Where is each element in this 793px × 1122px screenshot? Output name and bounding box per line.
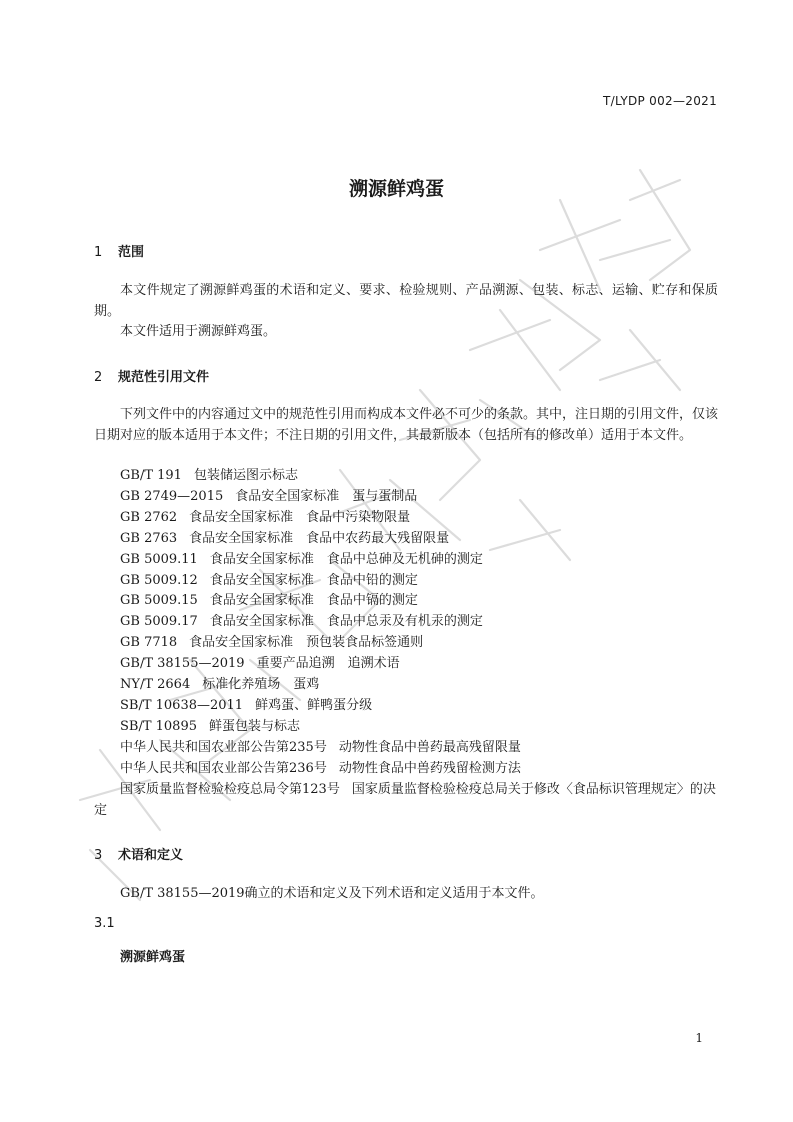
section-3-heading (94, 844, 183, 863)
subsection-number: 3.1 (94, 916, 115, 931)
reference-item: 中华人民共和国农业部公告第236号 动物性食品中兽药残留检测方法 (120, 760, 521, 776)
document-title: 溯源鲜鸡蛋 (348, 178, 444, 200)
reference-item: GB/T 191 包装储运图示标志 (120, 468, 298, 483)
section-title: 术语和定义 (118, 848, 184, 863)
references-intro: 下列文件中的内容通过文中的规范性引用而构成本文件必不可少的条款。其中，注日期的引用文件，仅该日期对应的版本适用于本文件；不注日期的引用文件，其最新版本（包括所有的修改单）适用于本文件。 (94, 407, 719, 443)
reference-item: NY/T 2664 标准化养殖场 蛋鸡 (120, 677, 320, 693)
terms-intro: GB/T 38155—2019确立的术语和定义及下列术语和定义适用于本文件。 (120, 886, 544, 901)
section-number: 2 (94, 370, 103, 385)
reference-item: GB 2749—2015 食品安全国家标准 蛋与蛋制品 (120, 488, 418, 504)
section-title: 规范性引用文件 (118, 370, 210, 385)
reference-item: GB 5009.12 食品安全国家标准 食品中铅的测定 (120, 572, 418, 588)
reference-item: 国家质量监督检验检疫总局令第123号 国家质量监督检验检疫总局关于修改〈食品标识管理规定〉的决定 (94, 781, 716, 818)
scope-paragraph: 本文件规定了溯源鲜鸡蛋的术语和定义、要求、检验规则、产品溯源、包装、标志、运输、贮存和保质期。 (94, 283, 718, 319)
section-number: 1 (94, 245, 103, 260)
term-name: 溯源鲜鸡蛋 (120, 950, 186, 965)
reference-item: GB 2763 食品安全国家标准 食品中农药最大残留限量 (120, 530, 450, 546)
reference-item: GB 5009.17 食品安全国家标准 食品中总汞及有机汞的测定 (120, 614, 483, 630)
section-title: 范围 (118, 245, 145, 260)
reference-item: GB 2762 食品安全国家标准 食品中污染物限量 (120, 509, 411, 525)
reference-item: GB 7718 食品安全国家标准 预包装食品标签通则 (120, 635, 424, 651)
reference-item: 中华人民共和国农业部公告第235号 动物性食品中兽药最高残留限量 (120, 739, 521, 755)
section-number: 3 (94, 848, 103, 863)
section-2-heading (94, 366, 209, 385)
reference-item: GB/T 38155—2019 重要产品追溯 追溯术语 (120, 656, 400, 672)
reference-item: GB 5009.15 食品安全国家标准 食品中镉的测定 (120, 593, 418, 609)
scope-applicability: 本文件适用于溯源鲜鸡蛋。 (120, 324, 277, 339)
reference-item: SB/T 10895 鲜蛋包装与标志 (120, 718, 301, 734)
section-1-heading (94, 241, 144, 260)
document-code: T/LYDP 002—2021 (602, 94, 717, 108)
reference-list (94, 466, 724, 821)
page-number: 1 (695, 1031, 703, 1045)
reference-item: GB 5009.11 食品安全国家标准 食品中总砷及无机砷的测定 (120, 551, 483, 567)
reference-item: SB/T 10638—2011 鲜鸡蛋、鲜鸭蛋分级 (120, 697, 373, 713)
